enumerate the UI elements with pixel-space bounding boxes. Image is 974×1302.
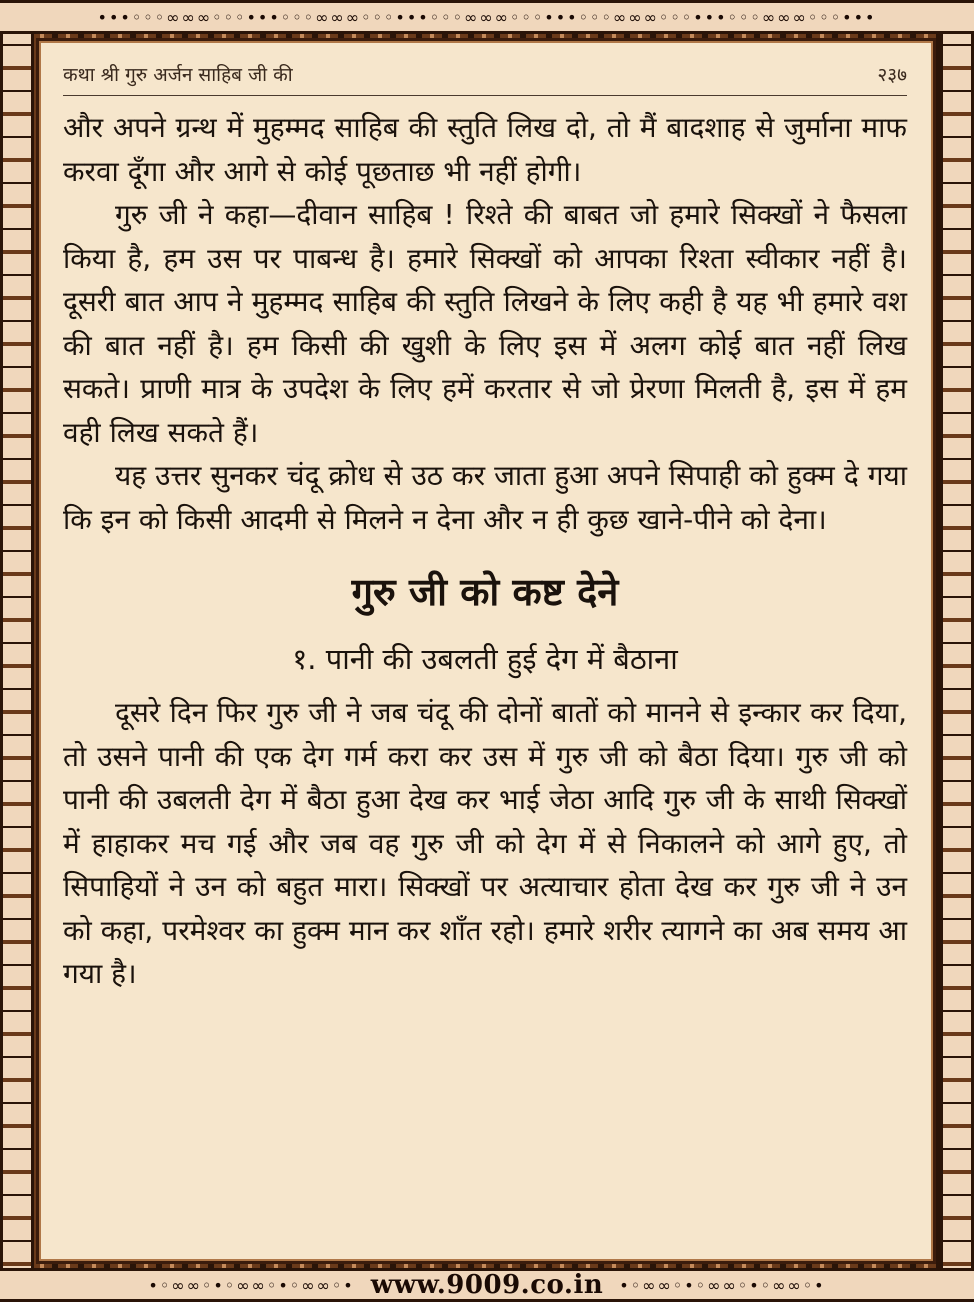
- section-heading: गुरु जी को कष्ट देने: [351, 570, 619, 614]
- border-right: [940, 0, 974, 1302]
- paragraph-3: यह उत्तर सुनकर चंदू क्रोध से उठ कर जाता हुआ अपने सिपाही को हुक्म दे गया कि इन को किसी आदमी से मिलने न देना और न ही कुछ खाने-पीने को देना।: [63, 459, 907, 536]
- border-bottom: [0, 1268, 974, 1302]
- paragraph-4: दूसरे दिन फिर गुरु जी ने जब चंदू की दोनों बातों को मानने से इन्कार कर दिया, तो उसने पानी की एक देग गर्म करा कर उस में गुरु जी को बैठा दिया। गुरु जी को पानी की उबलती देग में बैठा हुआ देख कर भाई जेठा आदि गुरु जी के साथी सिक्खों में हाहाकर मच गई और जब वह गुरु जी को देग में से निकालने को आगे हुए, तो सिपाहियों ने उन को बहुत मारा। सिक्खों पर अत्याचार होता देख कर गुरु जी ने उन को कहा, परमेश्वर का हुक्म मान कर शाँत रहो। हमारे शरीर त्यागने का अब समय आ गया है।: [63, 696, 907, 990]
- border-ornament-bottom-right: •◦∞∞◦•◦∞∞◦•◦∞∞◦•: [619, 1275, 826, 1295]
- running-header-title: कथा श्री गुरु अर्जन साहिब जी की: [63, 64, 293, 86]
- running-header: [63, 61, 907, 96]
- paragraph-2: गुरु जी ने कहा—दीवान साहिब ! रिश्ते की बाबत जो हमारे सिक्खों ने फैसला किया है, हम उस पर पाबन्ध है। हमारे सिक्खों को आपका रिश्ता स्वीकार नहीं है। दूसरी बात आप ने मुहम्मद साहिब की स्तुति लिखने के लिए कही है यह भी हमारे वश की बात नहीं है। हम किसी की खुशी के लिए इस में अलग कोई बात नहीं लिख सकते। प्राणी मात्र के उपदेश के लिए हमें करतार से जो प्रेरणा मिलती है, इस में हम वही लिख सकते हैं।: [63, 198, 907, 449]
- border-ornament-top: •••◦◦◦∞∞∞◦◦◦•••◦◦◦∞∞∞◦◦◦•••◦◦◦∞∞∞◦◦◦•••◦◦◦∞∞∞◦◦◦•••◦◦◦∞∞∞◦◦◦•••: [97, 7, 877, 27]
- website-link[interactable]: www.9009.co.in: [355, 1270, 620, 1300]
- border-ornament-bottom-left: •◦∞∞◦•◦∞∞◦•◦∞∞◦•: [148, 1275, 355, 1295]
- section-subheading: १. पानी की उबलती हुई देग में बैठाना: [292, 642, 678, 676]
- border-left: [0, 0, 34, 1302]
- paragraph-1: और अपने ग्रन्थ में मुहम्मद साहिब की स्तुति लिख दो, तो मैं बादशाह से जुर्माना माफ करवा दूँगा और आगे से कोई पूछताछ भी नहीं होगी।: [63, 111, 907, 188]
- page-number: २३७: [877, 64, 907, 86]
- border-top: [0, 0, 974, 34]
- book-page: [36, 38, 936, 1264]
